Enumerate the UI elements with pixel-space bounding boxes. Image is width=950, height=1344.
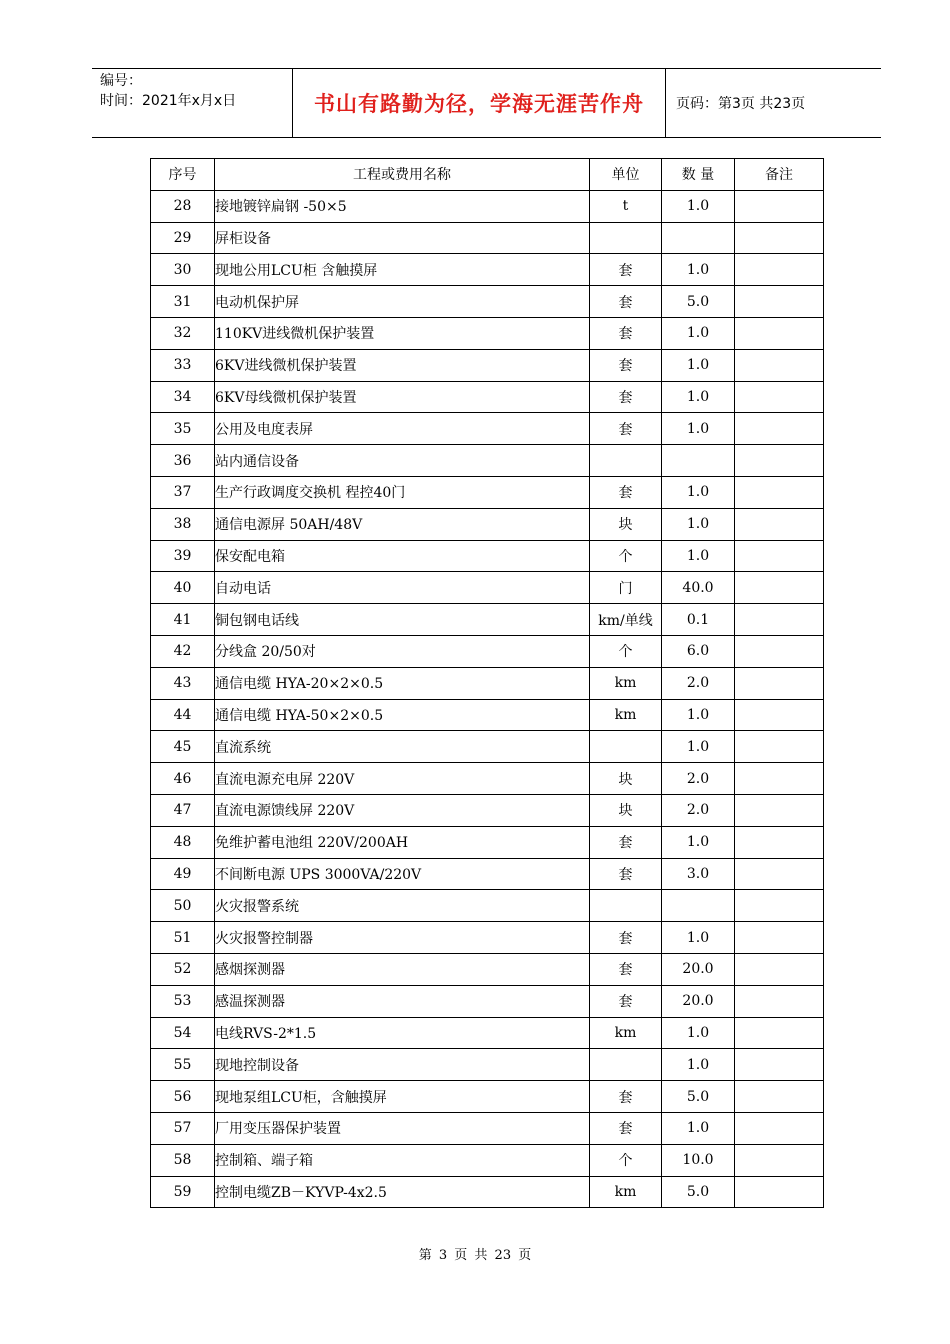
page-footer: 第 3 页 共 23 页 xyxy=(418,1248,532,1263)
cell-remark xyxy=(735,1112,824,1144)
cell-quantity: 40.0 xyxy=(662,572,735,604)
document-time-label: 时间：2021年x月x日 xyxy=(100,93,237,109)
cell-name: 火灾报警控制器 xyxy=(215,922,590,954)
cell-unit: km xyxy=(590,1176,662,1208)
cell-unit: 块 xyxy=(590,508,662,540)
cell-number: 59 xyxy=(151,1176,215,1208)
cell-number: 45 xyxy=(151,731,215,763)
cell-number: 49 xyxy=(151,858,215,890)
cell-name: 不间断电源 UPS 3000VA/220V xyxy=(215,858,590,890)
cell-unit: km/单线 xyxy=(590,604,662,636)
cell-unit: t xyxy=(590,190,662,222)
cell-number: 48 xyxy=(151,826,215,858)
cell-quantity: 5.0 xyxy=(662,1081,735,1113)
cell-number: 52 xyxy=(151,953,215,985)
cell-remark xyxy=(735,254,824,286)
cell-remark xyxy=(735,1049,824,1081)
cell-remark xyxy=(735,826,824,858)
table-row xyxy=(151,508,824,540)
cell-number: 37 xyxy=(151,476,215,508)
cell-quantity xyxy=(662,222,735,254)
cell-unit: 套 xyxy=(590,381,662,413)
cell-unit: 套 xyxy=(590,858,662,890)
cell-quantity: 3.0 xyxy=(662,858,735,890)
table-header-row xyxy=(151,159,824,191)
cell-remark xyxy=(735,890,824,922)
table-row xyxy=(151,1081,824,1113)
cell-name: 6KV母线微机保护装置 xyxy=(215,381,590,413)
cell-name: 感烟探测器 xyxy=(215,953,590,985)
cell-remark xyxy=(735,858,824,890)
cell-unit: 块 xyxy=(590,794,662,826)
header-page-number: 页码：第3页 共23页 xyxy=(676,96,806,112)
cell-name: 控制电缆ZB－KYVP-4x2.5 xyxy=(215,1176,590,1208)
cell-number: 39 xyxy=(151,540,215,572)
cell-name: 电线RVS-2*1.5 xyxy=(215,1017,590,1049)
table-row xyxy=(151,985,824,1017)
table-row xyxy=(151,667,824,699)
table-row xyxy=(151,763,824,795)
cell-unit: 套 xyxy=(590,317,662,349)
cell-quantity: 1.0 xyxy=(662,508,735,540)
cell-remark xyxy=(735,731,824,763)
cell-quantity: 1.0 xyxy=(662,190,735,222)
cell-quantity: 2.0 xyxy=(662,667,735,699)
table-row xyxy=(151,1176,824,1208)
cell-name: 现地控制设备 xyxy=(215,1049,590,1081)
table-row xyxy=(151,635,824,667)
table-row xyxy=(151,572,824,604)
cell-name: 直流电源馈线屏 220V xyxy=(215,794,590,826)
table-row xyxy=(151,1112,824,1144)
table-body xyxy=(151,190,824,1208)
cell-name: 公用及电度表屏 xyxy=(215,413,590,445)
cell-quantity: 1.0 xyxy=(662,476,735,508)
cell-name: 生产行政调度交换机 程控40门 xyxy=(215,476,590,508)
column-header-name: 工程或费用名称 xyxy=(215,159,590,191)
column-header-unit: 单位 xyxy=(590,159,662,191)
cell-name: 110KV进线微机保护装置 xyxy=(215,317,590,349)
cell-name: 通信电源屏 50AH/48V xyxy=(215,508,590,540)
table-row xyxy=(151,476,824,508)
table-row xyxy=(151,381,824,413)
cell-number: 29 xyxy=(151,222,215,254)
cell-name: 自动电话 xyxy=(215,572,590,604)
cell-unit: 个 xyxy=(590,635,662,667)
cell-remark xyxy=(735,1017,824,1049)
cell-unit: km xyxy=(590,699,662,731)
table-row xyxy=(151,413,824,445)
table-row xyxy=(151,286,824,318)
cell-unit xyxy=(590,222,662,254)
cell-quantity: 1.0 xyxy=(662,699,735,731)
cell-number: 28 xyxy=(151,190,215,222)
table-row xyxy=(151,794,824,826)
cell-quantity xyxy=(662,890,735,922)
cell-quantity: 1.0 xyxy=(662,1112,735,1144)
cell-name: 控制箱、端子箱 xyxy=(215,1144,590,1176)
column-header-quantity: 数 量 xyxy=(662,159,735,191)
cell-remark xyxy=(735,190,824,222)
cell-unit xyxy=(590,445,662,477)
page-header xyxy=(92,68,881,138)
cell-name: 电动机保护屏 xyxy=(215,286,590,318)
cost-table xyxy=(150,158,824,1208)
cell-remark xyxy=(735,445,824,477)
cell-remark xyxy=(735,349,824,381)
table-row xyxy=(151,953,824,985)
cell-unit: 套 xyxy=(590,1112,662,1144)
cell-name: 分线盒 20/50对 xyxy=(215,635,590,667)
cell-quantity: 2.0 xyxy=(662,763,735,795)
table-row xyxy=(151,890,824,922)
cell-remark xyxy=(735,763,824,795)
cell-quantity: 1.0 xyxy=(662,317,735,349)
cell-number: 34 xyxy=(151,381,215,413)
header-meta xyxy=(100,71,236,111)
cell-quantity: 5.0 xyxy=(662,286,735,318)
cell-unit xyxy=(590,890,662,922)
cell-unit: 套 xyxy=(590,254,662,286)
cell-quantity: 20.0 xyxy=(662,953,735,985)
cell-number: 30 xyxy=(151,254,215,286)
cell-number: 33 xyxy=(151,349,215,381)
cell-remark xyxy=(735,317,824,349)
cell-quantity: 1.0 xyxy=(662,413,735,445)
cell-number: 57 xyxy=(151,1112,215,1144)
cell-number: 53 xyxy=(151,985,215,1017)
cell-name: 直流系统 xyxy=(215,731,590,763)
cell-number: 46 xyxy=(151,763,215,795)
cell-unit: 套 xyxy=(590,1081,662,1113)
cell-unit xyxy=(590,731,662,763)
table-row xyxy=(151,731,824,763)
cell-quantity: 1.0 xyxy=(662,381,735,413)
cell-name: 屏柜设备 xyxy=(215,222,590,254)
cell-remark xyxy=(735,508,824,540)
column-header-number: 序号 xyxy=(151,159,215,191)
cell-number: 54 xyxy=(151,1017,215,1049)
cell-quantity: 1.0 xyxy=(662,254,735,286)
cell-quantity: 1.0 xyxy=(662,540,735,572)
cell-quantity xyxy=(662,445,735,477)
table-row xyxy=(151,254,824,286)
cell-unit: km xyxy=(590,667,662,699)
cell-name: 通信电缆 HYA-50×2×0.5 xyxy=(215,699,590,731)
table-row xyxy=(151,349,824,381)
cell-remark xyxy=(735,667,824,699)
cell-remark xyxy=(735,222,824,254)
table-row xyxy=(151,1049,824,1081)
cell-name: 保安配电箱 xyxy=(215,540,590,572)
cell-quantity: 1.0 xyxy=(662,349,735,381)
cell-remark xyxy=(735,699,824,731)
cell-name: 通信电缆 HYA-20×2×0.5 xyxy=(215,667,590,699)
cell-quantity: 1.0 xyxy=(662,731,735,763)
cell-remark xyxy=(735,572,824,604)
cell-unit: 套 xyxy=(590,985,662,1017)
cell-unit: 个 xyxy=(590,1144,662,1176)
cell-unit: 套 xyxy=(590,286,662,318)
table-row xyxy=(151,1017,824,1049)
cell-unit: km xyxy=(590,1017,662,1049)
cell-remark xyxy=(735,540,824,572)
cell-number: 58 xyxy=(151,1144,215,1176)
cell-number: 31 xyxy=(151,286,215,318)
table-row xyxy=(151,604,824,636)
cell-unit: 套 xyxy=(590,476,662,508)
cell-quantity: 2.0 xyxy=(662,794,735,826)
column-header-remark: 备注 xyxy=(735,159,824,191)
cell-name: 现地泵组LCU柜，含触摸屏 xyxy=(215,1081,590,1113)
cell-name: 站内通信设备 xyxy=(215,445,590,477)
cell-unit: 块 xyxy=(590,763,662,795)
cell-unit: 个 xyxy=(590,540,662,572)
cell-remark xyxy=(735,1144,824,1176)
cell-quantity: 1.0 xyxy=(662,826,735,858)
cell-number: 43 xyxy=(151,667,215,699)
cell-quantity: 0.1 xyxy=(662,604,735,636)
cell-remark xyxy=(735,1081,824,1113)
cell-quantity: 1.0 xyxy=(662,922,735,954)
table-row xyxy=(151,190,824,222)
cell-quantity: 1.0 xyxy=(662,1017,735,1049)
cell-number: 42 xyxy=(151,635,215,667)
table-row xyxy=(151,222,824,254)
cell-quantity: 20.0 xyxy=(662,985,735,1017)
cell-number: 36 xyxy=(151,445,215,477)
cell-number: 56 xyxy=(151,1081,215,1113)
cell-remark xyxy=(735,286,824,318)
cell-unit xyxy=(590,1049,662,1081)
cell-name: 直流电源充电屏 220V xyxy=(215,763,590,795)
cell-unit: 门 xyxy=(590,572,662,604)
cell-number: 35 xyxy=(151,413,215,445)
cell-remark xyxy=(735,635,824,667)
table-row xyxy=(151,922,824,954)
cell-number: 50 xyxy=(151,890,215,922)
cell-number: 55 xyxy=(151,1049,215,1081)
cell-name: 铜包钢电话线 xyxy=(215,604,590,636)
cell-name: 感温探测器 xyxy=(215,985,590,1017)
table-row xyxy=(151,317,824,349)
cell-remark xyxy=(735,413,824,445)
cell-unit: 套 xyxy=(590,349,662,381)
cell-name: 火灾报警系统 xyxy=(215,890,590,922)
cell-name: 6KV进线微机保护装置 xyxy=(215,349,590,381)
cell-name: 免维护蓄电池组 220V/200AH xyxy=(215,826,590,858)
cell-number: 40 xyxy=(151,572,215,604)
table-row xyxy=(151,1144,824,1176)
cell-quantity: 1.0 xyxy=(662,1049,735,1081)
cell-unit: 套 xyxy=(590,826,662,858)
cell-unit: 套 xyxy=(590,953,662,985)
document-number-label: 编号： xyxy=(100,73,142,89)
cell-unit: 套 xyxy=(590,922,662,954)
cell-quantity: 5.0 xyxy=(662,1176,735,1208)
header-motto: 书山有路勤为径，学海无涯苦作舟 xyxy=(292,69,666,137)
cell-number: 32 xyxy=(151,317,215,349)
cell-remark xyxy=(735,794,824,826)
cell-name: 接地镀锌扁钢 -50×5 xyxy=(215,190,590,222)
cell-name: 厂用变压器保护装置 xyxy=(215,1112,590,1144)
table-row xyxy=(151,445,824,477)
cell-number: 41 xyxy=(151,604,215,636)
table-row xyxy=(151,699,824,731)
table-row xyxy=(151,540,824,572)
cell-remark xyxy=(735,985,824,1017)
table-row xyxy=(151,826,824,858)
cell-remark xyxy=(735,922,824,954)
cell-unit: 套 xyxy=(590,413,662,445)
cell-remark xyxy=(735,476,824,508)
cell-quantity: 10.0 xyxy=(662,1144,735,1176)
cell-remark xyxy=(735,604,824,636)
table-row xyxy=(151,858,824,890)
cell-number: 38 xyxy=(151,508,215,540)
cell-remark xyxy=(735,381,824,413)
cell-name: 现地公用LCU柜 含触摸屏 xyxy=(215,254,590,286)
cell-quantity: 6.0 xyxy=(662,635,735,667)
cell-number: 44 xyxy=(151,699,215,731)
cell-number: 51 xyxy=(151,922,215,954)
cell-remark xyxy=(735,953,824,985)
cell-remark xyxy=(735,1176,824,1208)
cell-number: 47 xyxy=(151,794,215,826)
